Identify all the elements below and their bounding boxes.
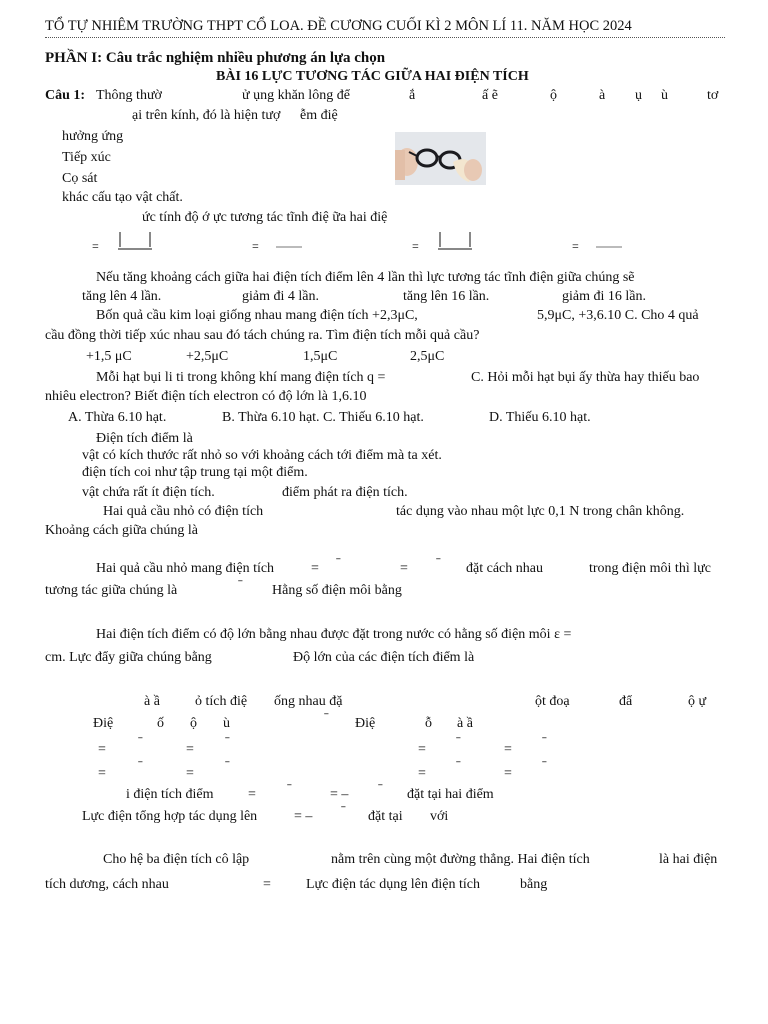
q10-sup: ˉ	[225, 735, 230, 750]
q12-stem: tích dương, cách nhau	[45, 877, 169, 892]
eq-sign: =	[572, 239, 579, 253]
q1-option-d: khác cấu tạo vật chất.	[62, 190, 183, 205]
q8-eq: =	[311, 561, 319, 576]
q12-stem: bằng	[520, 877, 548, 892]
q7-stem: Khoảng cách giữa chúng là	[45, 523, 198, 538]
q10-sup: ˉ	[542, 735, 547, 750]
q10-option-a: ố	[157, 716, 164, 731]
q10-eq: =	[98, 766, 106, 781]
q2-stem: ức tính độ ớ ực tương tác tĩnh điệ ữa hai điệ	[142, 210, 388, 225]
question-1-label: Câu 1:	[45, 88, 86, 103]
q10-eq: =	[418, 742, 426, 757]
q10-sup: ˉ	[138, 759, 143, 774]
q10-eq: =	[186, 742, 194, 757]
q8-stem: trong điện môi thì lực	[589, 561, 711, 576]
q10-eq: =	[504, 766, 512, 781]
q7-stem: tác dụng vào nhau một lực 0,1 N trong chân không.	[396, 504, 685, 519]
eq-sign: =	[412, 239, 419, 253]
q1-text-fragment: ễm điệ	[300, 108, 338, 123]
q11-stem: đặt tại	[368, 809, 403, 824]
q8-stem: Hai quả cầu nhỏ mang điện tích	[96, 561, 275, 576]
q10-stem: ộ ự	[688, 694, 707, 709]
q3-option-b: giảm đi 4 lần.	[242, 289, 319, 304]
formula-option-b	[252, 236, 312, 256]
q10-eq: =	[98, 742, 106, 757]
q1-text-fragment: ắ	[409, 88, 416, 103]
q8-stem: đặt cách nhau	[466, 561, 543, 576]
q10-sup: ˉ	[138, 735, 143, 750]
q10-option-a: ù	[223, 716, 230, 731]
q5-option-d: D. Thiếu 6.10 hạt.	[489, 410, 591, 425]
q5-stem: C. Hỏi mỗi hạt bụi ấy thừa hay thiếu bao	[471, 370, 700, 385]
q5-stem: Mỗi hạt bụi li ti trong không khí mang điện tích q =	[96, 370, 386, 385]
q1-option-c: Cọ sát	[62, 171, 98, 186]
q5-stem: nhiêu electron? Biết điện tích electron có độ lớn là 1,6.10	[45, 389, 367, 404]
q4-option-d: 2,5μC	[410, 349, 445, 364]
q10-sup: ˉ	[324, 711, 329, 726]
q10-stem: đẩ	[619, 694, 633, 709]
q10-stem: ột đoạ	[535, 694, 570, 709]
q10-sup: ˉ	[225, 759, 230, 774]
q10-sup: ˉ	[456, 759, 461, 774]
q1-text-fragment: ấ ẽ	[482, 88, 498, 103]
header-divider	[45, 37, 725, 38]
part-title: PHẦN I: Câu trắc nghiệm nhiều phương án lựa chọn	[45, 50, 386, 66]
q6-stem: Điện tích điểm là	[96, 431, 193, 446]
document-header: TỔ TỰ NHIÊM TRƯỜNG THPT CỔ LOA. ĐỀ CƯƠNG CUỐI KÌ 2 MÔN LÍ 11. NĂM HỌC 2024	[45, 18, 632, 34]
q10-stem: à ầ	[144, 694, 160, 709]
q11-sup: ˉ	[287, 782, 292, 797]
glasses-cleaning-photo	[395, 132, 486, 185]
q7-stem: Hai quả cầu nhỏ có điện tích	[103, 504, 264, 519]
q3-option-d: giảm đi 16 lần.	[562, 289, 646, 304]
q8-sup: ˉ	[336, 556, 341, 571]
q12-stem: nằm trên cùng một đường thẳng. Hai điện tích	[331, 852, 590, 867]
q10-eq: =	[418, 766, 426, 781]
q9-stem: cm. Lực đẩy giữa chúng bằng	[45, 650, 212, 665]
q6-option-c: vật chứa rất ít điện tích.	[82, 485, 215, 500]
q10-sup: ˉ	[456, 735, 461, 750]
q9-stem: Hai điện tích điểm có độ lớn bằng nhau được đặt trong nước có hằng số điện môi ε =	[96, 627, 572, 642]
lesson-title: BÀI 16 LỰC TƯƠNG TÁC GIỮA HAI ĐIỆN TÍCH	[216, 69, 529, 84]
q11-eq: =	[248, 787, 256, 802]
q1-text-fragment: ụ	[635, 88, 642, 103]
q1-text-fragment: tơ	[707, 88, 719, 103]
q4-stem: 5,9μC, +3,6.10 C. Cho 4 quả	[537, 308, 699, 323]
q3-option-c: tăng lên 16 lần.	[403, 289, 490, 304]
formula-option-a	[92, 230, 162, 254]
q10-stem: ỏ tích điệ	[195, 694, 248, 709]
q10-sup: ˉ	[542, 759, 547, 774]
q4-stem: Bốn quả cầu kim loại giống nhau mang điện tích +2,3μC,	[96, 308, 418, 323]
q9-stem: Độ lớn của các điện tích điểm là	[293, 650, 475, 665]
q11-eqdash: = –	[330, 787, 349, 802]
q3-option-a: tăng lên 4 lần.	[82, 289, 162, 304]
eq-sign: =	[252, 239, 259, 253]
q5-option-b-c: B. Thừa 6.10 hạt. C. Thiếu 6.10 hạt.	[222, 410, 424, 425]
q8-eq: =	[400, 561, 408, 576]
q5-option-a: A. Thừa 6.10 hạt.	[68, 410, 167, 425]
q12-eq: =	[263, 877, 271, 892]
q10-eq: =	[186, 766, 194, 781]
q4-option-b: +2,5μC	[186, 349, 229, 364]
formula-option-d	[572, 236, 632, 256]
eq-sign: =	[92, 239, 99, 253]
q10-option-a: ộ	[190, 716, 197, 731]
q6-option-b: điện tích coi như tập trung tại một điểm.	[82, 465, 308, 480]
q8-stem: tương tác giữa chúng là	[45, 583, 178, 598]
q10-option-b: ỗ	[425, 716, 432, 731]
q10-option-b: Điệ	[355, 716, 376, 731]
q1-text-fragment: Thông thườ	[96, 88, 162, 103]
q1-text-fragment: ộ	[550, 88, 557, 103]
q8-sup: ˉ	[436, 556, 441, 571]
q11-stem: Lực điện tổng hợp tác dụng lên	[82, 809, 258, 824]
q10-eq: =	[504, 742, 512, 757]
q11-stem: i điện tích điểm	[126, 787, 214, 802]
q1-text-fragment: ù	[661, 88, 668, 103]
q12-stem: Cho hệ ba điện tích cô lập	[103, 852, 250, 867]
q11-stem: đặt tại hai điểm	[407, 787, 494, 802]
q11-sup: ˉ	[378, 782, 383, 797]
q12-stem: là hai điện	[659, 852, 718, 867]
q11-sup: ˉ	[341, 804, 346, 819]
q1-text-fragment: ử ụng khăn lông để	[242, 88, 350, 103]
q8-stem: Hằng số điện môi bằng	[272, 583, 402, 598]
q1-text-fragment: à	[599, 88, 606, 103]
q6-option-d: điểm phát ra điện tích.	[282, 485, 408, 500]
q1-text-fragment: ại trên kính, đó là hiện tượ	[132, 108, 281, 123]
q11-stem: với	[430, 809, 449, 824]
q12-stem: Lực điện tác dụng lên điện tích	[306, 877, 480, 892]
q1-option-a: hưởng ứng	[62, 129, 124, 144]
q10-option-a: Điệ	[93, 716, 114, 731]
q4-option-a: +1,5 μC	[86, 349, 132, 364]
q4-stem: cầu đồng thời tiếp xúc nhau sau đó tách chúng ra. Tìm điện tích mỗi quả cầu?	[45, 328, 480, 343]
q1-option-b: Tiếp xúc	[62, 150, 111, 165]
formula-option-c	[412, 230, 482, 254]
q8-sup: ˉ	[238, 578, 243, 593]
q6-option-a: vật có kích thước rất nhỏ so với khoảng cách tới điểm mà ta xét.	[82, 448, 442, 463]
q10-stem: ống nhau đặ	[274, 694, 343, 709]
q4-option-c: 1,5μC	[303, 349, 338, 364]
q10-option-b: à ầ	[457, 716, 473, 731]
q3-stem: Nếu tăng khoảng cách giữa hai điện tích điểm lên 4 lần thì lực tương tác tĩnh điện giữa chúng sẽ	[96, 270, 635, 285]
q11-eqdash: = –	[294, 809, 313, 824]
